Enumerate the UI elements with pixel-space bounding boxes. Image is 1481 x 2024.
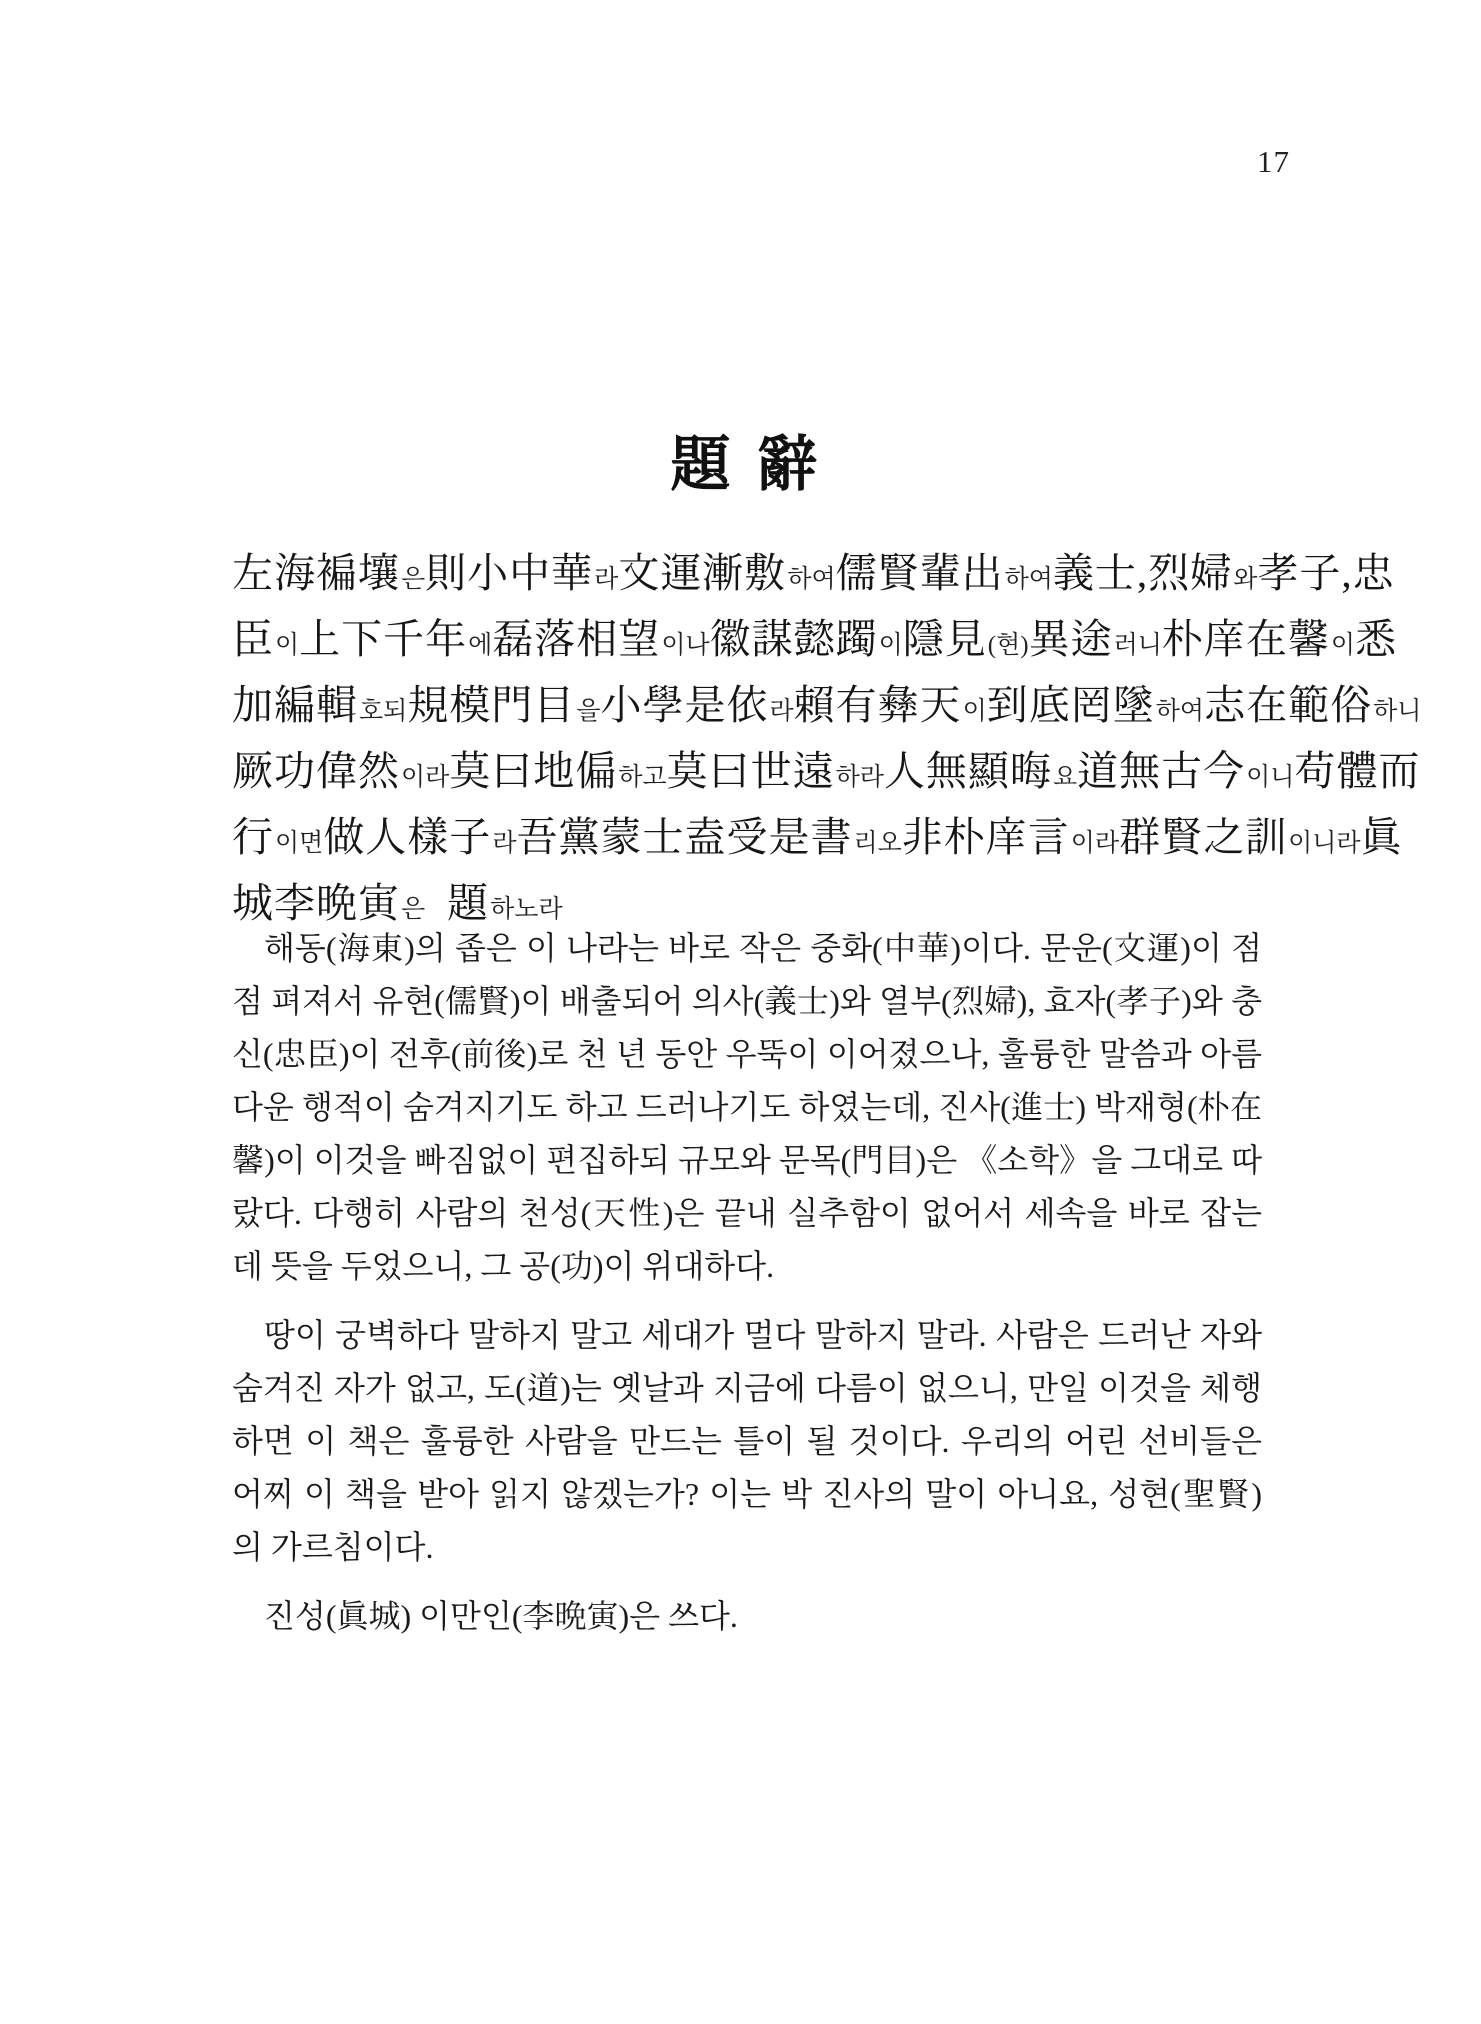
hanja-run: 賴有彝天 [793,682,962,728]
hanja-run: 隱見 [902,616,987,662]
hanja-run: 儒賢輩出 [835,550,1004,596]
hanja-run: 志在範俗 [1204,682,1373,728]
jumun-word [425,540,618,613]
hanja-run: 城李晩寅 [232,880,400,926]
gugyeol-run: 하고 [618,764,667,791]
hanja-run: 小學是依 [600,682,769,728]
hanja-run: 義士, [1052,550,1149,596]
hanja-run: 加編輯 [232,682,358,728]
jumun-word [232,804,323,877]
gugyeol-run: 라 [594,566,619,593]
gugyeol-run: 하여 [1004,566,1053,593]
gugyeol-run: 이니 [1246,764,1295,791]
jumun-word [492,606,709,679]
jumun-line [232,804,1403,870]
gugyeol-run: 라 [492,830,517,857]
gugyeol-run: 하니 [1373,698,1422,725]
gugyeol-run: 하라 [835,764,884,791]
gugyeol-run: 하여 [787,566,836,593]
gugyeol-run: 이니라 [1288,830,1361,857]
jumun-word [1077,738,1294,811]
jumun-word [449,738,666,811]
jumun-word [1162,606,1355,679]
gugyeol-run: 호되 [359,698,408,725]
hanja-run: 吾黨蒙士 [516,814,685,860]
hanja-run: 題 [447,880,490,926]
jumun-word [1119,804,1360,877]
jumun-line [232,540,1395,606]
gugyeol-run: 이 [878,632,903,659]
jumun-word [1294,738,1420,804]
jumun-word [232,606,299,679]
hanja-run: 苟體而 [1294,748,1421,794]
gugyeol-run: 은 [401,566,426,593]
jumun-word [794,672,987,745]
gugyeol-run: 하노라 [490,896,563,923]
jumun-word [987,672,1204,745]
page-number: 17 [1257,144,1290,179]
hanja-run: 孝子, [1257,550,1353,596]
hanja-run: 忠 [1352,550,1395,596]
gugyeol-run: 리오 [853,830,902,857]
gugyeol-run: 하여 [1155,698,1205,725]
hanja-run: 眞 [1360,814,1403,860]
gugyeol-run: 을 [576,698,601,725]
jumun-word [323,804,516,877]
gugyeol-run: 이면 [275,830,324,857]
jumun-word [903,606,1162,679]
jumun-word [299,606,492,679]
hanja-run: 道無古今 [1077,748,1246,794]
gugyeol-run: 요 [1052,764,1078,791]
jumun-word [600,672,793,745]
jumun-word [232,672,407,745]
page-title: 題 辭 [670,432,824,499]
hanja-run: 盍受是書 [684,814,853,860]
hanja-run: 悉 [1355,616,1398,662]
gugyeol-run: 이 [962,698,987,725]
hanja-run: 臣 [232,616,274,662]
hanja-run: 行 [232,814,274,860]
hanja-run: 莫曰地偏 [449,748,618,794]
hanja-run: 到底罔墜 [986,682,1155,728]
jumun-word [1053,540,1148,606]
jumun-word [884,738,1077,811]
hanja-run: 左海褊壤 [232,550,400,596]
gugyeol-run: 라 [769,698,794,725]
hanja-run: 磊落相望 [492,616,661,662]
jumun-word [1148,540,1257,613]
gugyeol-run: 와 [1233,566,1258,593]
gugyeol-run: (현) [987,632,1029,659]
hanja-run: 異途 [1028,616,1113,662]
hanja-run: 烈婦 [1148,550,1233,596]
jumun-line [232,606,1398,672]
jumun-word [407,672,600,745]
hanja-run: 徽謀懿躅 [709,616,878,662]
jumun-line [232,672,1422,738]
translation-paragraph: 땅이 궁벽하다 말하지 말고 세대가 멀다 말하지 말라. 사람은 드러난 자와 숨겨진 자가 없고, 도(道)는 옛날과 지금에 다름이 없으니, 만일 이것을 체행하면 이 책은 훌륭한 사람을 만드는 틀이 될 것이다. 우리의 어린 선비들은 어찌 이 책을 받아 읽지 않겠는가? 이는 박 진사의 말이 아니요, 성현(聖賢)의 가르침이다. [232,1317,1262,1565]
jumun-word [516,804,684,870]
jumun-word [684,804,901,877]
translation-paragraph: 해동(海東)의 좁은 이 나라는 바로 작은 중화(中華)이다. 문운(文運)이 점점 펴져서 유현(儒賢)이 배출되어 의사(義士)와 열부(烈婦), 효자(孝子)와 충신(忠臣)이 전후(前後)로 천 년 동안 우뚝이 이어졌으나, 훌륭한 말씀과 아름다운 행적이 숨겨지기도 하고 드러나기도 하였는데, 진사(進士) 박재형(朴在馨)이 이것을 빠짐없이 편집하되 규모와 문목(門目)은 《소학》을 그대로 따랐다. 다행히 사람의 천성(天性)은 끝내 실추함이 없어서 세속을 바로 잡는 데 뜻을 두었으니, 그 공(功)이 위대하다. [232,930,1262,1284]
jumun-word [1353,540,1395,606]
hanja-run: 規模門目 [407,682,576,728]
gugyeol-run: 러니 [1113,632,1162,659]
jumun-word [902,804,1119,877]
jumun-word [1361,804,1403,870]
jumun-word [232,540,425,613]
gugyeol-run: 이 [1330,632,1356,659]
hanja-run: 群賢之訓 [1119,814,1288,860]
jumun-word [667,738,884,811]
gugyeol-run: 이라 [401,764,450,791]
jumun-word [710,606,903,679]
hanja-run: 莫曰世遠 [666,748,835,794]
jumun-block [232,540,1422,936]
jumun-line [232,738,1421,804]
jumun-word [1257,540,1352,606]
hanja-run: 朴庠在馨 [1161,616,1330,662]
jumun-word [836,540,1053,613]
gugyeol-run: 이나 [661,632,710,659]
jumun-word [1355,606,1397,672]
gugyeol-run: 은 [401,896,426,923]
hanja-run: 做人樣子 [323,814,492,860]
jumun-word [1204,672,1421,745]
hanja-run: 文運漸敷 [618,550,787,596]
jumun-word [232,738,449,811]
translation-block [232,922,1262,1643]
hanja-run: 人無顯晦 [883,748,1052,794]
jumun-word [618,540,835,613]
gugyeol-run: 이라 [1070,830,1120,857]
hanja-run: 則小中華 [425,550,594,596]
hanja-run: 上下千年 [299,616,468,662]
gugyeol-run: 에 [468,632,493,659]
hanja-run: 厥功偉然 [232,748,400,794]
gugyeol-run: 이 [275,632,300,659]
translation-paragraph signature-line: 진성(眞城) 이만인(李晩寅)은 쓰다. [264,1598,738,1634]
hanja-run: 非朴庠言 [901,814,1070,860]
